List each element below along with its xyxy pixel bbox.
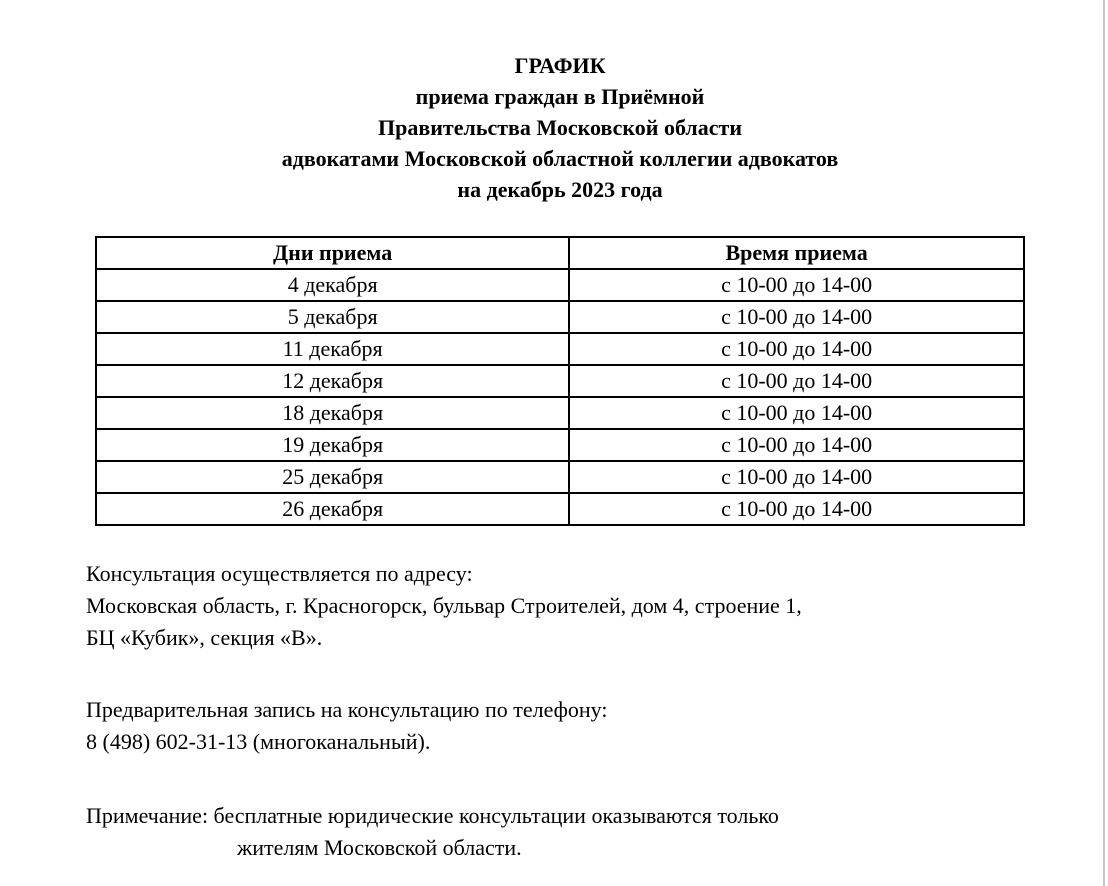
table-header-time: Время приема: [569, 237, 1024, 269]
day-cell: 5 декабря: [96, 301, 569, 333]
title-line-4: адвокатами Московской областной коллегии адвокатов: [281, 146, 839, 171]
day-cell: 4 декабря: [96, 269, 569, 301]
time-cell: с 10-00 до 14-00: [569, 461, 1024, 493]
table-row: [96, 333, 1024, 365]
title-line-5: на декабрь 2023 года: [457, 177, 663, 202]
address-paragraph: [86, 558, 1108, 654]
day-cell: 25 декабря: [96, 461, 569, 493]
day-cell: 19 декабря: [96, 429, 569, 461]
table-row: [96, 365, 1024, 397]
phone-number-line: 8 (498) 602-31-13 (многоканальный).: [86, 729, 431, 754]
table-header-row: [96, 237, 1024, 269]
note-line-2: жителям Московской области.: [237, 835, 522, 860]
table-row: [96, 397, 1024, 429]
address-intro-line: Консультация осуществляется по адресу:: [86, 561, 473, 586]
time-cell: с 10-00 до 14-00: [569, 333, 1024, 365]
time-cell: с 10-00 до 14-00: [569, 269, 1024, 301]
title-line-3: Правительства Московской области: [378, 115, 742, 140]
time-cell: с 10-00 до 14-00: [569, 397, 1024, 429]
day-cell: 26 декабря: [96, 493, 569, 525]
time-cell: с 10-00 до 14-00: [569, 429, 1024, 461]
address-building-line: БЦ «Кубик», секция «В».: [86, 625, 323, 650]
address-street-line: Московская область, г. Красногорск, бульвар Строителей, дом 4, строение 1,: [86, 593, 802, 618]
table-row: [96, 429, 1024, 461]
phone-intro-line: Предварительная запись на консультацию по телефону:: [86, 697, 608, 722]
table-row: [96, 301, 1024, 333]
document-title: [95, 50, 1025, 205]
table-row: [96, 493, 1024, 525]
table-row: [96, 269, 1024, 301]
day-cell: 12 декабря: [96, 365, 569, 397]
time-cell: с 10-00 до 14-00: [569, 301, 1024, 333]
note-paragraph: [86, 800, 1108, 864]
table-row: [96, 461, 1024, 493]
time-cell: с 10-00 до 14-00: [569, 493, 1024, 525]
title-line-1: ГРАФИК: [514, 53, 606, 78]
schedule-table: [95, 236, 1025, 526]
time-cell: с 10-00 до 14-00: [569, 365, 1024, 397]
day-cell: 11 декабря: [96, 333, 569, 365]
day-cell: 18 декабря: [96, 397, 569, 429]
title-line-2: приема граждан в Приёмной: [415, 84, 705, 109]
table-header-days: Дни приема: [96, 237, 569, 269]
note-line-1: Примечание: бесплатные юридические консультации оказываются только: [86, 803, 779, 828]
phone-paragraph: [86, 694, 1108, 758]
page-right-edge-line: [1103, 0, 1105, 886]
